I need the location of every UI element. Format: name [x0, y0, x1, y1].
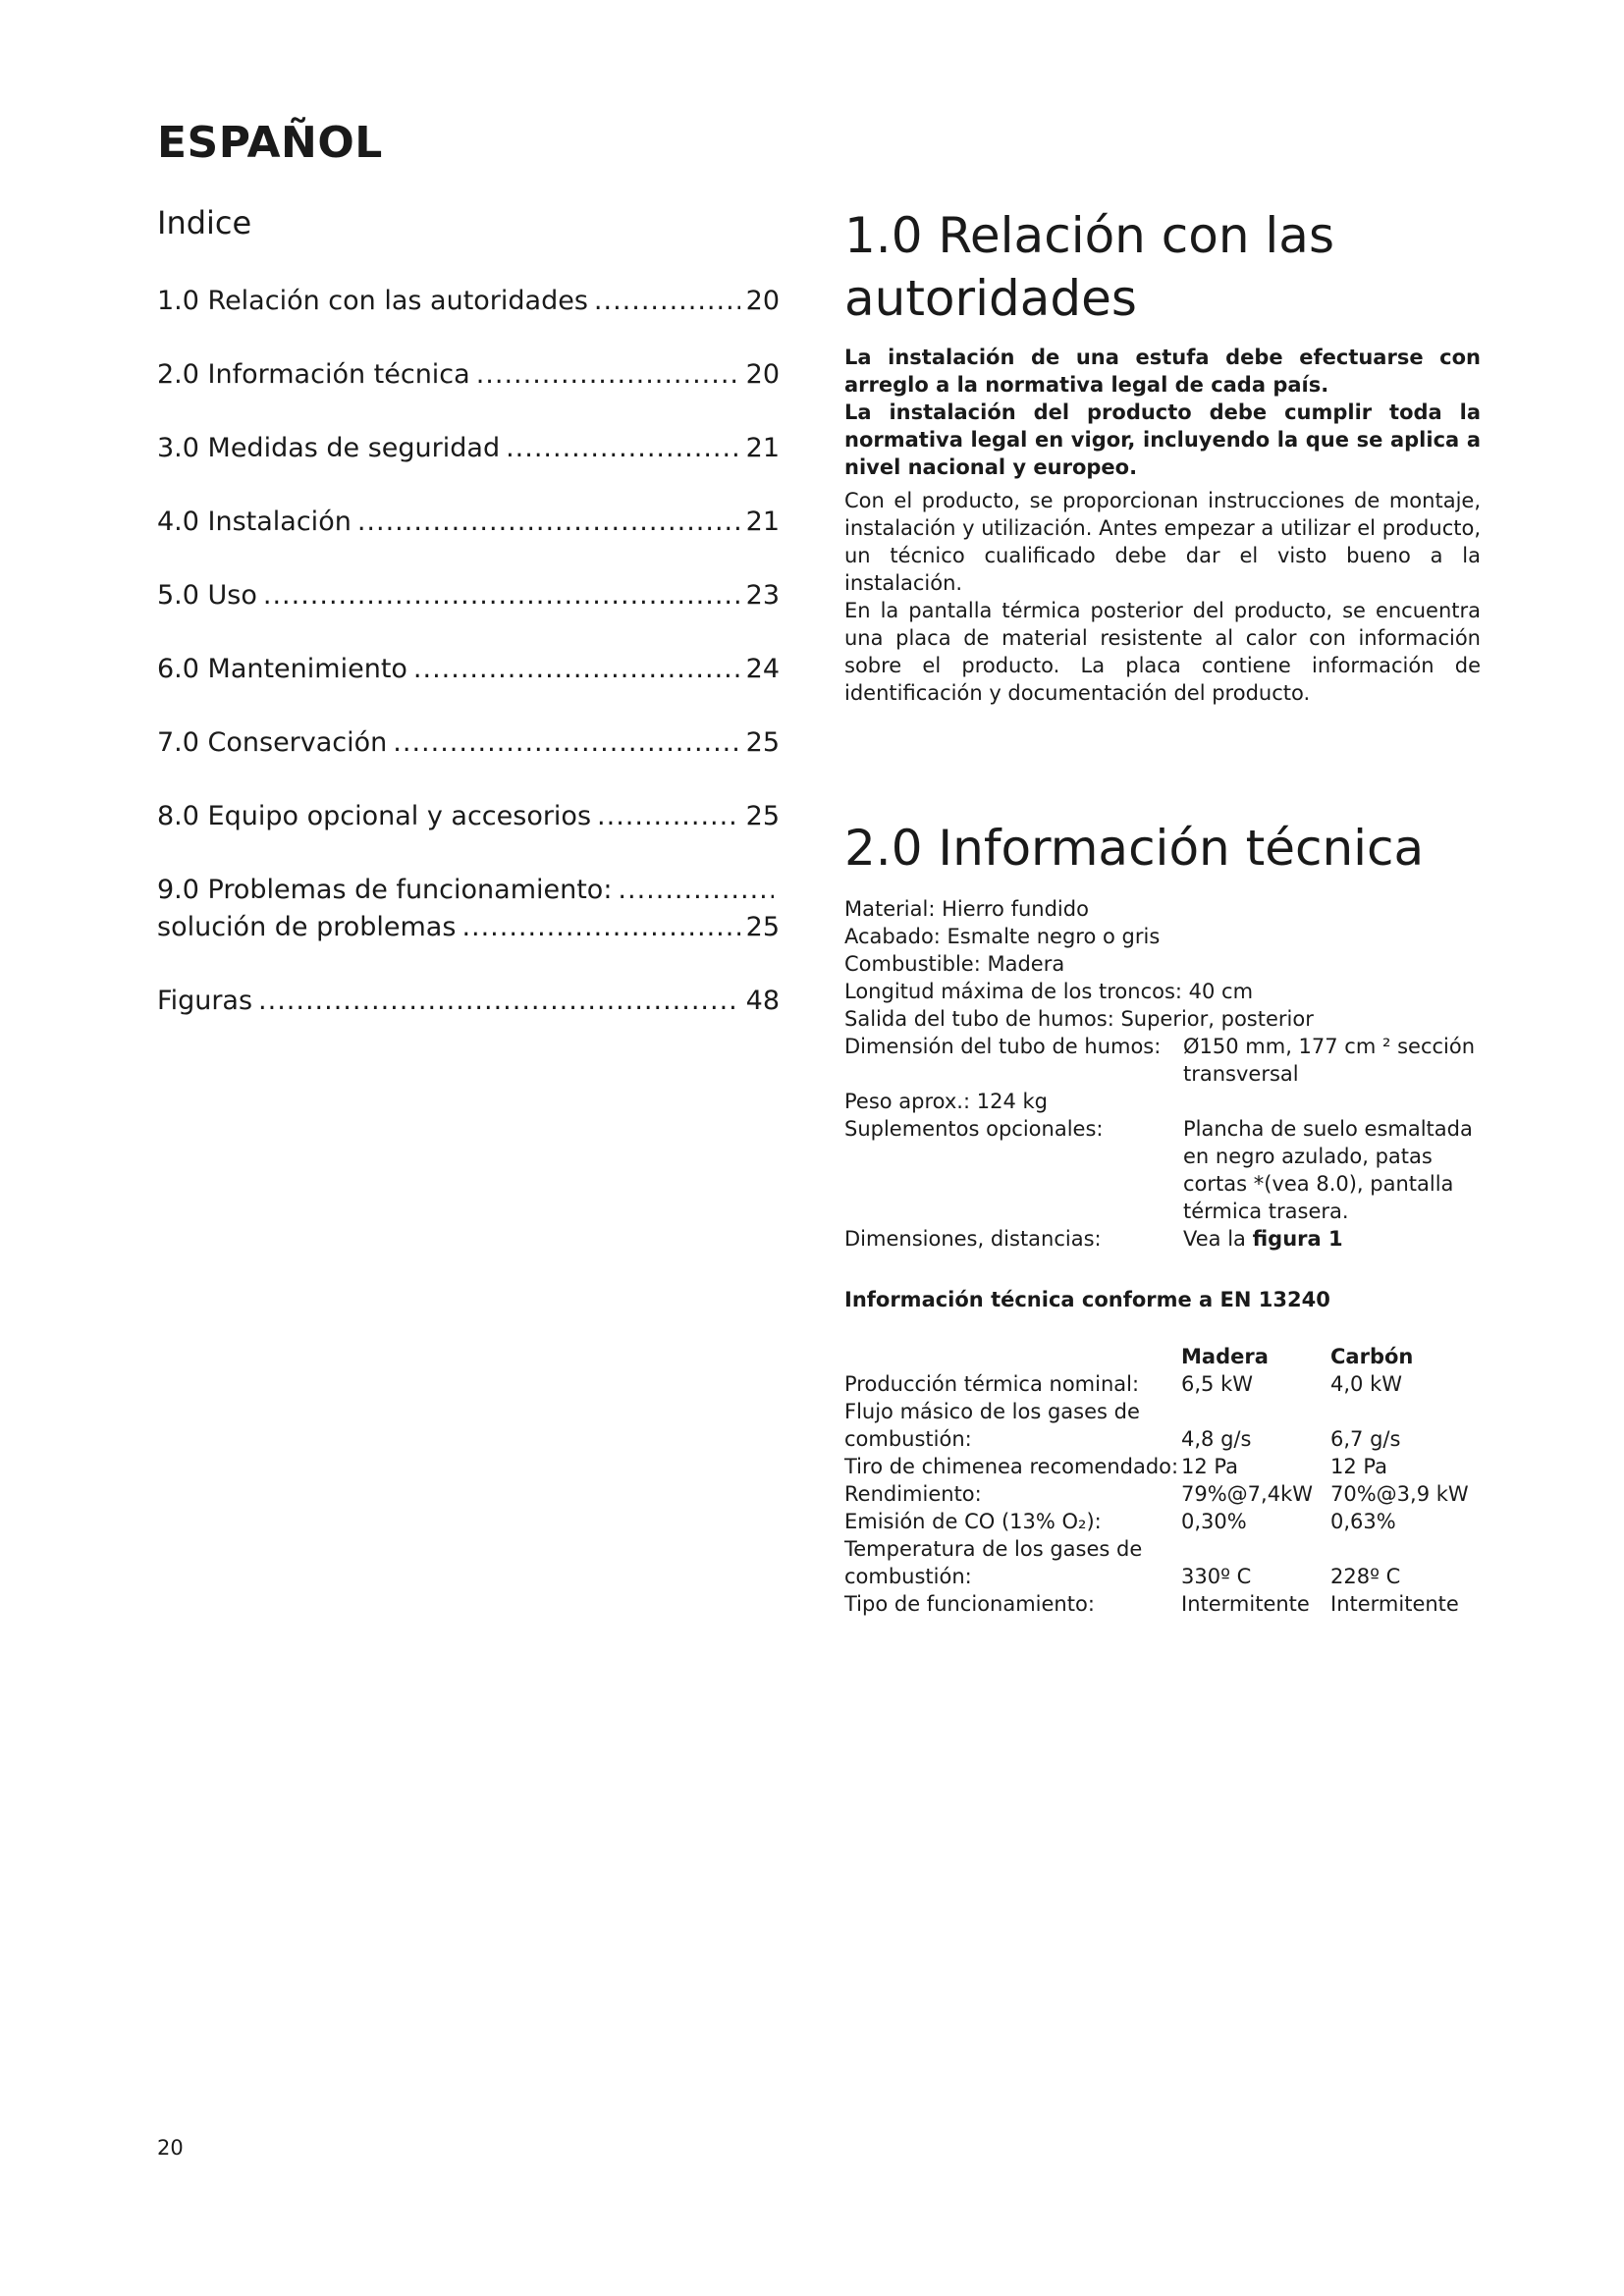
- section-1-paragraph: [844, 487, 1481, 597]
- toc-item-page: 25: [745, 727, 780, 758]
- table-row: [844, 1535, 1492, 1590]
- section-1-paragraph: [844, 597, 1481, 707]
- toc-item-label: 9.0 Problemas de funcionamiento:: [157, 875, 613, 905]
- cell-madera: 0,30%: [1181, 1510, 1247, 1533]
- toc-item[interactable]: [157, 651, 780, 688]
- toc-leader-dots: [258, 983, 740, 1020]
- spec-list: [844, 895, 1492, 1253]
- spec-combustible: Combustible: Madera: [844, 952, 1065, 976]
- toc-item-page: 20: [745, 286, 780, 316]
- spec-material: Material: Hierro fundido: [844, 897, 1089, 921]
- toc-item-page: 21: [745, 433, 780, 463]
- spec-peso: Peso aprox.: 124 kg: [844, 1090, 1048, 1113]
- cell-carbon: 228º C: [1330, 1565, 1401, 1588]
- row-label: Flujo másico de los gases de combustión:: [844, 1400, 1140, 1451]
- toc-item-label: 4.0 Instalación: [157, 507, 352, 537]
- row-label: Tipo de funcionamiento:: [844, 1592, 1095, 1616]
- toc-item-page: 48: [745, 986, 780, 1016]
- cell-madera: 79%@7,4kW: [1181, 1482, 1313, 1506]
- toc-heading: Indice: [157, 204, 252, 241]
- toc-row: [157, 909, 780, 946]
- toc-item[interactable]: [157, 504, 780, 541]
- section-1-title: 1.0 Relación con las autoridades: [844, 207, 1334, 327]
- toc-leader-dots: [594, 283, 740, 320]
- spec-grid: [844, 1225, 1492, 1253]
- toc-row: [157, 872, 780, 909]
- toc-item-label: solución de problemas: [157, 912, 457, 942]
- row-label: Emisión de CO (13% O₂):: [844, 1510, 1102, 1533]
- toc-leader-dots: [413, 651, 740, 688]
- toc-item-page: 24: [745, 654, 780, 684]
- table-row: [844, 1398, 1492, 1453]
- tech-table: [844, 1343, 1492, 1618]
- spec-grid: [844, 1033, 1492, 1088]
- toc-item-page: 21: [745, 507, 780, 537]
- toc-item-multiline[interactable]: [157, 872, 780, 946]
- toc-item-label: 1.0 Relación con las autoridades: [157, 286, 588, 316]
- toc-item-label: 7.0 Conservación: [157, 727, 388, 758]
- spec-label: Dimensiones, distancias:: [844, 1227, 1102, 1251]
- spec-longitud: Longitud máxima de los troncos: 40 cm: [844, 980, 1254, 1003]
- toc-item[interactable]: [157, 724, 780, 762]
- toc-item-page: 23: [745, 580, 780, 611]
- spec-label: Dimensión del tubo de humos:: [844, 1035, 1162, 1058]
- spec-grid: [844, 1115, 1492, 1225]
- cell-carbon: 12 Pa: [1330, 1455, 1387, 1478]
- cell-madera: 12 Pa: [1181, 1455, 1238, 1478]
- tech-table-heading: Información técnica conforme a EN 13240: [844, 1288, 1330, 1311]
- toc-item-label: 3.0 Medidas de seguridad: [157, 433, 501, 463]
- toc-item-label: 6.0 Mantenimiento: [157, 654, 407, 684]
- toc-leader-dots: [618, 872, 774, 909]
- toc-leader-dots: [461, 909, 739, 946]
- spec-value: [1183, 1225, 1488, 1253]
- spec-value: Plancha de suelo esmaltada en negro azulado, patas cortas *(vea 8.0), pantalla térmica trasera.: [1183, 1117, 1473, 1223]
- spec-label: Suplementos opcionales:: [844, 1117, 1104, 1141]
- toc-item-label: 8.0 Equipo opcional y accesorios: [157, 801, 592, 831]
- toc-item-page: 25: [745, 912, 780, 942]
- row-label: Tiro de chimenea recomendado:: [844, 1455, 1179, 1478]
- section-1-legal-note: [844, 344, 1481, 481]
- cell-carbon: 4,0 kW: [1330, 1372, 1402, 1396]
- spec-value: Ø150 mm, 177 cm ² sección transversal: [1183, 1035, 1476, 1086]
- spec-value-prefix: Vea la: [1183, 1227, 1246, 1251]
- figure-reference: figura 1: [1252, 1227, 1343, 1251]
- cell-madera: 6,5 kW: [1181, 1372, 1253, 1396]
- toc-leader-dots: [597, 798, 740, 835]
- table-of-contents: [157, 283, 780, 1056]
- column-header-madera: Madera: [1181, 1345, 1269, 1368]
- toc-item-label: 2.0 Información técnica: [157, 359, 470, 390]
- paragraph: Con el producto, se proporcionan instrucciones de montaje, instalación y utilización. Antes empezar a utilizar el producto, un técnico cualificado debe dar el visto bueno a la instalación.: [844, 489, 1481, 595]
- table-row: [844, 1480, 1492, 1508]
- toc-leader-dots: [393, 724, 739, 762]
- table-row: [844, 1370, 1492, 1398]
- toc-leader-dots: [506, 430, 740, 467]
- toc-item-page: 25: [745, 801, 780, 831]
- cell-carbon: Intermitente: [1330, 1592, 1459, 1616]
- header-cell-empty: [844, 1343, 1181, 1370]
- toc-leader-dots: [357, 504, 740, 541]
- toc-item[interactable]: [157, 356, 780, 394]
- row-label: Rendimiento:: [844, 1482, 982, 1506]
- language-heading: ESPAÑOL: [157, 118, 383, 168]
- toc-leader-dots: [263, 577, 740, 614]
- column-header-carbon: Carbón: [1330, 1345, 1414, 1368]
- toc-item[interactable]: [157, 430, 780, 467]
- spec-acabado: Acabado: Esmalte negro o gris: [844, 925, 1161, 948]
- toc-item-label: 5.0 Uso: [157, 580, 257, 611]
- row-label: Producción térmica nominal:: [844, 1372, 1140, 1396]
- toc-item-label: Figuras: [157, 986, 253, 1016]
- row-label: Temperatura de los gases de combustión:: [844, 1537, 1143, 1588]
- spec-salida: Salida del tubo de humos: Superior, posterior: [844, 1007, 1314, 1031]
- paragraph: La instalación del producto debe cumplir toda la normativa legal en vigor, incluyendo la que se aplica a nivel nacional y europeo.: [844, 400, 1481, 479]
- toc-leader-dots: [476, 356, 740, 394]
- toc-item[interactable]: [157, 283, 780, 320]
- table-row: [844, 1453, 1492, 1480]
- cell-madera: 4,8 g/s: [1181, 1427, 1252, 1451]
- section-2-title: 2.0 Información técnica: [844, 820, 1425, 877]
- cell-carbon: 6,7 g/s: [1330, 1427, 1401, 1451]
- cell-carbon: 70%@3,9 kW: [1330, 1482, 1469, 1506]
- toc-item[interactable]: [157, 798, 780, 835]
- paragraph: En la pantalla térmica posterior del producto, se encuentra una placa de material resistente al calor con información sobre el producto. La placa contiene información de identificación y documentación del producto.: [844, 599, 1481, 705]
- cell-madera: Intermitente: [1181, 1592, 1310, 1616]
- table-row: [844, 1590, 1492, 1618]
- table-header-row: [844, 1343, 1492, 1370]
- toc-item[interactable]: [157, 577, 780, 614]
- cell-carbon: 0,63%: [1330, 1510, 1396, 1533]
- toc-item-page: 20: [745, 359, 780, 390]
- table-row: [844, 1508, 1492, 1535]
- paragraph: La instalación de una estufa debe efectuarse con arreglo a la normativa legal de cada país.: [844, 346, 1481, 397]
- cell-madera: 330º C: [1181, 1565, 1252, 1588]
- toc-item[interactable]: [157, 983, 780, 1020]
- page-number: 20: [157, 2136, 184, 2160]
